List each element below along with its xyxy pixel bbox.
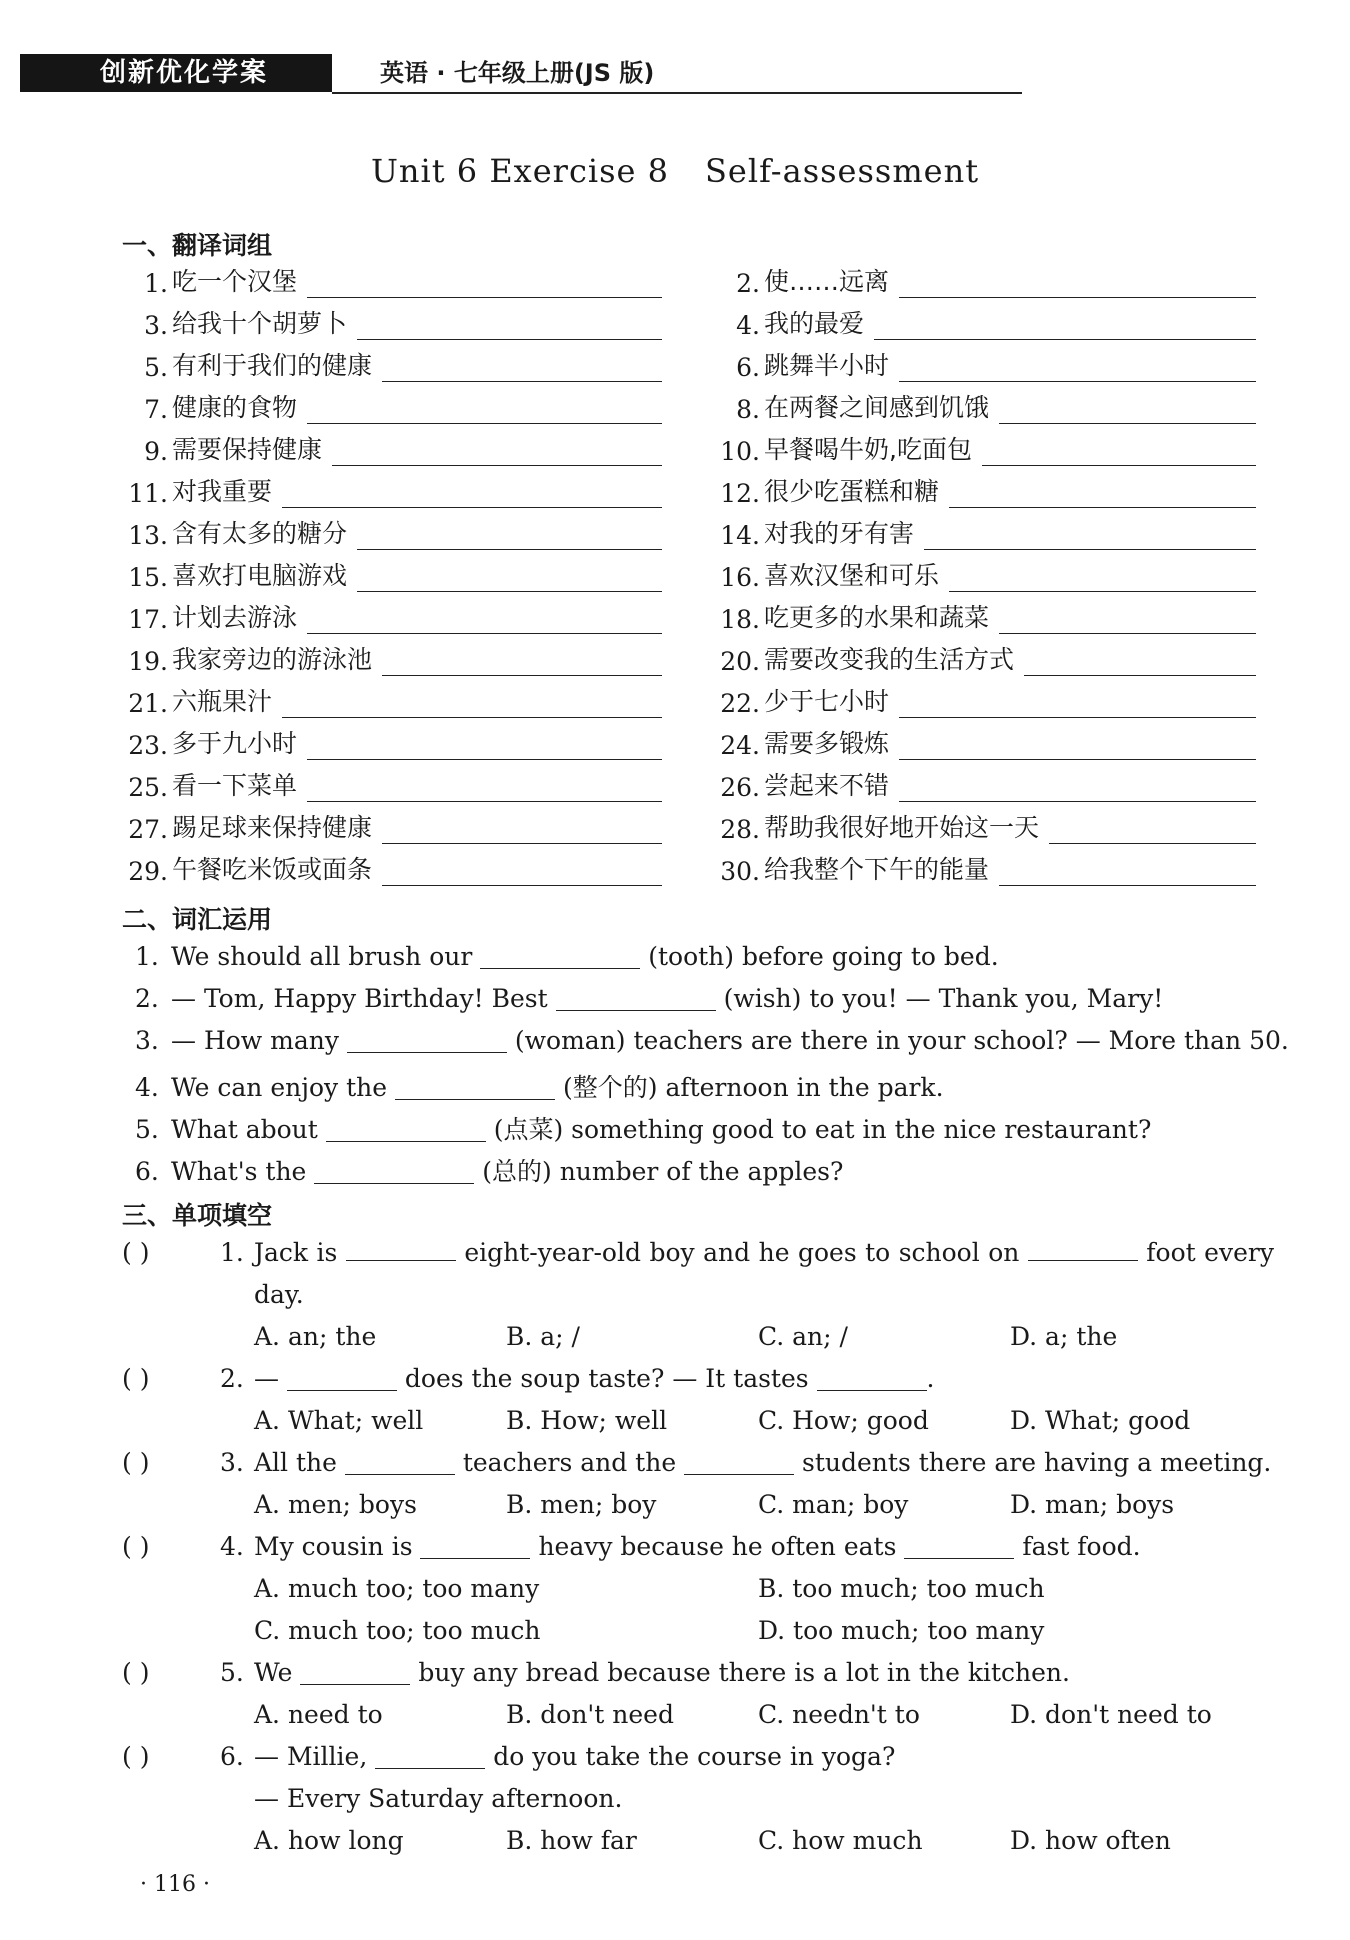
item-number: 6. <box>135 1157 159 1186</box>
stem-word: every <box>1204 1238 1274 1267</box>
question-stem <box>254 1532 1274 1561</box>
question-stem <box>254 1658 1274 1687</box>
question-stem <box>254 1364 1274 1393</box>
answer-paren[interactable]: ( ) <box>122 1742 150 1771</box>
vocab-text: — Tom, Happy Birthday! Best <box>171 984 548 1013</box>
option-a[interactable]: A. What; well <box>254 1406 424 1435</box>
item-number: 7. <box>144 395 168 424</box>
answer-blank[interactable] <box>282 481 662 508</box>
translation-item <box>120 726 662 760</box>
answer-blank[interactable] <box>382 649 662 676</box>
option-b[interactable]: B. men; boy <box>506 1490 657 1519</box>
header-rule <box>332 92 1022 94</box>
chinese-phrase: 午餐吃米饭或面条 <box>172 855 373 884</box>
item-number: 2. <box>736 269 760 298</box>
answer-paren[interactable]: ( ) <box>122 1238 150 1267</box>
option-b[interactable]: B. too much; too much <box>758 1574 1045 1603</box>
option-c[interactable]: C. How; good <box>758 1406 929 1435</box>
chinese-phrase: 喜欢汉堡和可乐 <box>764 561 940 590</box>
translation-item <box>120 600 662 634</box>
chinese-phrase: 多于九小时 <box>172 729 298 758</box>
stem-text: students there are having a meeting. <box>802 1448 1272 1477</box>
stem-text: — Millie, <box>254 1742 368 1771</box>
chinese-phrase: 尝起来不错 <box>764 771 890 800</box>
chinese-phrase: 计划去游泳 <box>172 603 298 632</box>
translation-item <box>120 852 662 886</box>
option-c[interactable]: C. man; boy <box>758 1490 909 1519</box>
stem-word: Jack <box>254 1238 309 1267</box>
option-a[interactable]: A. need to <box>254 1700 383 1729</box>
answer-paren[interactable]: ( ) <box>122 1364 150 1393</box>
item-number: 4. <box>220 1532 244 1561</box>
answer-blank[interactable] <box>307 607 662 634</box>
chinese-phrase: 早餐喝牛奶,吃面包 <box>764 435 972 464</box>
section-heading-vocab: 二、词汇运用 <box>122 905 273 934</box>
translation-item <box>120 768 662 802</box>
answer-blank[interactable] <box>949 481 1256 508</box>
item-number: 26. <box>720 773 760 802</box>
option-c[interactable]: C. much too; too much <box>254 1616 541 1645</box>
vocab-item <box>135 942 999 971</box>
mc-question-5 <box>0 1658 1350 1692</box>
section-heading-multiple-choice: 三、单项填空 <box>122 1201 273 1230</box>
translation-item <box>120 558 662 592</box>
stem-word: school <box>898 1238 980 1267</box>
answer-paren[interactable]: ( ) <box>122 1448 150 1477</box>
answer-blank[interactable] <box>357 565 662 592</box>
item-number: 12. <box>720 479 760 508</box>
item-number: 9. <box>144 437 168 466</box>
vocab-text: What's the <box>171 1157 307 1186</box>
item-number: 1. <box>144 269 168 298</box>
stem-text: heavy because he often eats <box>538 1532 897 1561</box>
answer-blank[interactable] <box>874 313 1256 340</box>
vocab-text: We should all brush our <box>171 942 473 971</box>
chinese-phrase: 对我重要 <box>172 477 273 506</box>
dialogue-reply: — Every Saturday afternoon. <box>254 1784 623 1813</box>
translation-item <box>120 684 662 718</box>
brand-logo: 创新优化学案 <box>20 54 332 92</box>
item-number: 1. <box>220 1238 244 1267</box>
chinese-phrase: 需要多锻炼 <box>764 729 890 758</box>
stem-text: — <box>254 1364 279 1393</box>
item-number: 10. <box>720 437 760 466</box>
answer-blank[interactable] <box>382 859 662 886</box>
answer-blank[interactable] <box>999 859 1256 886</box>
answer-blank[interactable] <box>1024 649 1256 676</box>
option-d[interactable]: D. too much; too many <box>758 1616 1045 1645</box>
answer-blank[interactable] <box>395 1077 555 1100</box>
answer-blank[interactable] <box>904 1536 1014 1559</box>
translation-item <box>120 432 662 466</box>
stem-continuation: day. <box>254 1280 304 1309</box>
item-number: 18. <box>720 605 760 634</box>
translation-item <box>712 474 1256 508</box>
chinese-phrase: 喜欢打电脑游戏 <box>172 561 348 590</box>
item-number: 14. <box>720 521 760 550</box>
item-number: 5. <box>144 353 168 382</box>
chinese-phrase: 有利于我们的健康 <box>172 351 373 380</box>
item-number: 3. <box>135 1026 159 1055</box>
option-b[interactable]: B. a; / <box>506 1322 580 1351</box>
option-a[interactable]: A. men; boys <box>254 1490 417 1519</box>
stem-text: teachers and the <box>462 1448 677 1477</box>
translation-item <box>712 432 1256 466</box>
page-header <box>20 54 1340 96</box>
stem-text: All the <box>254 1448 337 1477</box>
item-number: 24. <box>720 731 760 760</box>
stem-word: boy <box>649 1238 695 1267</box>
answer-blank[interactable] <box>899 691 1256 718</box>
chinese-phrase: 踢足球来保持健康 <box>172 813 373 842</box>
translation-item <box>712 390 1256 424</box>
chinese-phrase: 我家旁边的游泳池 <box>172 645 373 674</box>
book-title: 英语 · 七年级上册(JS 版) <box>380 59 655 87</box>
translation-item <box>712 684 1256 718</box>
item-number: 3. <box>144 311 168 340</box>
chinese-phrase: 对我的牙有害 <box>764 519 915 548</box>
answer-blank[interactable] <box>375 1746 485 1769</box>
option-d[interactable]: D. don't need to <box>1010 1700 1212 1729</box>
mc-question-4 <box>0 1532 1350 1566</box>
stem-text: . <box>926 1364 935 1393</box>
chinese-phrase: 吃更多的水果和蔬菜 <box>764 603 990 632</box>
item-number: 8. <box>736 395 760 424</box>
vocab-item <box>135 1152 843 1188</box>
answer-blank[interactable] <box>899 271 1256 298</box>
stem-word: to <box>865 1238 891 1267</box>
stem-text: We <box>254 1658 293 1687</box>
question-stem <box>254 1238 1274 1267</box>
translation-item <box>120 642 662 676</box>
item-number: 4. <box>736 311 760 340</box>
item-number: 30. <box>720 857 760 886</box>
answer-blank[interactable] <box>480 946 640 969</box>
chinese-phrase: 给我整个下午的能量 <box>764 855 990 884</box>
item-number: 5. <box>135 1115 159 1144</box>
option-d[interactable]: D. how often <box>1010 1826 1171 1855</box>
item-number: 15. <box>128 563 168 592</box>
vocab-item <box>135 1110 1151 1146</box>
translation-item <box>712 600 1256 634</box>
vocab-text: (整个的) afternoon in the park. <box>562 1073 944 1102</box>
page-number: · 116 · <box>140 1872 210 1897</box>
item-number: 29. <box>128 857 168 886</box>
option-a[interactable]: A. an; the <box>254 1322 377 1351</box>
answer-blank[interactable] <box>924 523 1256 550</box>
assessment-label: Self-assessment <box>705 152 980 190</box>
answer-blank[interactable] <box>382 355 662 382</box>
chinese-phrase: 看一下菜单 <box>172 771 298 800</box>
answer-blank[interactable] <box>347 1030 507 1053</box>
translation-item <box>712 852 1256 886</box>
translation-item <box>712 642 1256 676</box>
stem-word: goes <box>797 1238 857 1267</box>
option-d[interactable]: D. What; good <box>1010 1406 1191 1435</box>
chinese-phrase: 需要保持健康 <box>172 435 323 464</box>
vocab-item <box>135 984 1163 1013</box>
stem-text: do you take the course in yoga? <box>493 1742 896 1771</box>
stem-text: fast food. <box>1022 1532 1141 1561</box>
vocab-text: (wish) to you! — Thank you, Mary! <box>723 984 1164 1013</box>
answer-blank[interactable] <box>949 565 1256 592</box>
item-number: 1. <box>135 942 159 971</box>
answer-blank[interactable] <box>287 1368 397 1391</box>
item-number: 13. <box>128 521 168 550</box>
chinese-phrase: 跳舞半小时 <box>764 351 890 380</box>
answer-blank[interactable] <box>357 313 662 340</box>
stem-word: foot <box>1146 1238 1196 1267</box>
answer-blank[interactable] <box>332 439 662 466</box>
chinese-phrase: 给我十个胡萝卜 <box>172 309 348 338</box>
chinese-phrase: 需要改变我的生活方式 <box>764 645 1015 674</box>
item-number: 3. <box>220 1448 244 1477</box>
translation-item <box>120 810 662 844</box>
answer-blank[interactable] <box>999 397 1256 424</box>
question-stem <box>254 1742 1274 1771</box>
chinese-phrase: 吃一个汉堡 <box>172 267 298 296</box>
answer-paren[interactable]: ( ) <box>122 1532 150 1561</box>
answer-blank[interactable] <box>307 775 662 802</box>
option-a[interactable]: A. how long <box>254 1826 404 1855</box>
chinese-phrase: 含有太多的糖分 <box>172 519 348 548</box>
chinese-phrase: 使……远离 <box>764 267 890 296</box>
item-number: 22. <box>720 689 760 718</box>
item-number: 27. <box>128 815 168 844</box>
translation-item <box>120 306 662 340</box>
chinese-phrase: 健康的食物 <box>172 393 298 422</box>
item-number: 25. <box>128 773 168 802</box>
answer-blank[interactable] <box>899 355 1256 382</box>
mc-question-3 <box>0 1448 1350 1482</box>
answer-blank[interactable] <box>307 271 662 298</box>
item-number: 20. <box>720 647 760 676</box>
option-d[interactable]: D. man; boys <box>1010 1490 1175 1519</box>
vocab-text: — How many <box>171 1026 339 1055</box>
stem-word: and <box>703 1238 751 1267</box>
item-number: 6. <box>220 1742 244 1771</box>
item-number: 2. <box>135 984 159 1013</box>
option-b[interactable]: B. How; well <box>506 1406 668 1435</box>
answer-blank[interactable] <box>556 988 716 1011</box>
item-number: 17. <box>128 605 168 634</box>
option-b[interactable]: B. how far <box>506 1826 637 1855</box>
answer-blank[interactable] <box>346 1238 456 1261</box>
vocab-text: (点菜) something good to eat in the nice restaurant? <box>493 1115 1152 1144</box>
item-number: 5. <box>220 1658 244 1687</box>
stem-word: eight-year-old <box>464 1238 641 1267</box>
item-number: 6. <box>736 353 760 382</box>
exercise-title <box>0 152 1350 190</box>
answer-blank[interactable] <box>999 607 1256 634</box>
option-c[interactable]: C. how much <box>758 1826 923 1855</box>
answer-blank[interactable] <box>899 733 1256 760</box>
vocab-text: (woman) teachers are there in your school? — More than 50. <box>514 1026 1289 1055</box>
answer-blank[interactable] <box>326 1119 486 1142</box>
answer-blank[interactable] <box>357 523 662 550</box>
item-number: 2. <box>220 1364 244 1393</box>
vocab-text: We can enjoy the <box>171 1073 388 1102</box>
translation-item <box>712 264 1256 298</box>
option-c[interactable]: C. needn't to <box>758 1700 920 1729</box>
question-stem <box>254 1448 1274 1477</box>
mc-question-6 <box>0 1742 1350 1776</box>
translation-item <box>120 516 662 550</box>
stem-word: he <box>758 1238 790 1267</box>
translation-item <box>120 474 662 508</box>
section-heading-translation: 一、翻译词组 <box>122 231 273 260</box>
translation-item <box>712 768 1256 802</box>
option-c[interactable]: C. an; / <box>758 1322 848 1351</box>
answer-blank[interactable] <box>420 1536 530 1559</box>
translation-item <box>120 348 662 382</box>
answer-blank[interactable] <box>300 1662 410 1685</box>
item-number: 4. <box>135 1073 159 1102</box>
answer-paren[interactable]: ( ) <box>122 1658 150 1687</box>
answer-blank[interactable] <box>307 397 662 424</box>
translation-item <box>712 810 1256 844</box>
chinese-phrase: 在两餐之间感到饥饿 <box>764 393 990 422</box>
translation-item <box>712 726 1256 760</box>
mc-question-1 <box>0 1238 1350 1272</box>
item-number: 19. <box>128 647 168 676</box>
item-number: 23. <box>128 731 168 760</box>
unit-label: Unit 6 Exercise 8 <box>370 152 669 190</box>
chinese-phrase: 帮助我很好地开始这一天 <box>764 813 1040 842</box>
answer-blank[interactable] <box>982 439 1256 466</box>
answer-blank[interactable] <box>307 733 662 760</box>
vocab-text: What about <box>171 1115 318 1144</box>
translation-item <box>712 558 1256 592</box>
option-d[interactable]: D. a; the <box>1010 1322 1118 1351</box>
answer-blank[interactable] <box>817 1368 927 1391</box>
translation-item <box>120 264 662 298</box>
vocab-item <box>135 1068 944 1104</box>
answer-blank[interactable] <box>314 1161 474 1184</box>
item-number: 11. <box>128 479 168 508</box>
answer-blank[interactable] <box>684 1452 794 1475</box>
stem-word: is <box>316 1238 338 1267</box>
translation-item <box>712 306 1256 340</box>
vocab-text: (tooth) before going to bed. <box>648 942 999 971</box>
option-b[interactable]: B. don't need <box>506 1700 674 1729</box>
mc-question-2 <box>0 1364 1350 1398</box>
option-a[interactable]: A. much too; too many <box>254 1574 540 1603</box>
answer-blank[interactable] <box>382 817 662 844</box>
translation-item <box>712 516 1256 550</box>
chinese-phrase: 很少吃蛋糕和糖 <box>764 477 940 506</box>
stem-text: does the soup taste? — It tastes <box>404 1364 809 1393</box>
answer-blank[interactable] <box>1028 1238 1138 1261</box>
vocab-text: (总的) number of the apples? <box>482 1157 844 1186</box>
chinese-phrase: 六瓶果汁 <box>172 687 273 716</box>
answer-blank[interactable] <box>1049 817 1256 844</box>
translation-item <box>712 348 1256 382</box>
stem-text: My cousin is <box>254 1532 413 1561</box>
stem-text: buy any bread because there is a lot in the kitchen. <box>418 1658 1070 1687</box>
item-number: 21. <box>128 689 168 718</box>
chinese-phrase: 少于七小时 <box>764 687 890 716</box>
answer-blank[interactable] <box>345 1452 455 1475</box>
item-number: 28. <box>720 815 760 844</box>
chinese-phrase: 我的最爱 <box>764 309 865 338</box>
item-number: 16. <box>720 563 760 592</box>
translation-item <box>120 390 662 424</box>
stem-word: on <box>988 1238 1020 1267</box>
answer-blank[interactable] <box>899 775 1256 802</box>
answer-blank[interactable] <box>282 691 662 718</box>
vocab-item <box>135 1026 1289 1055</box>
